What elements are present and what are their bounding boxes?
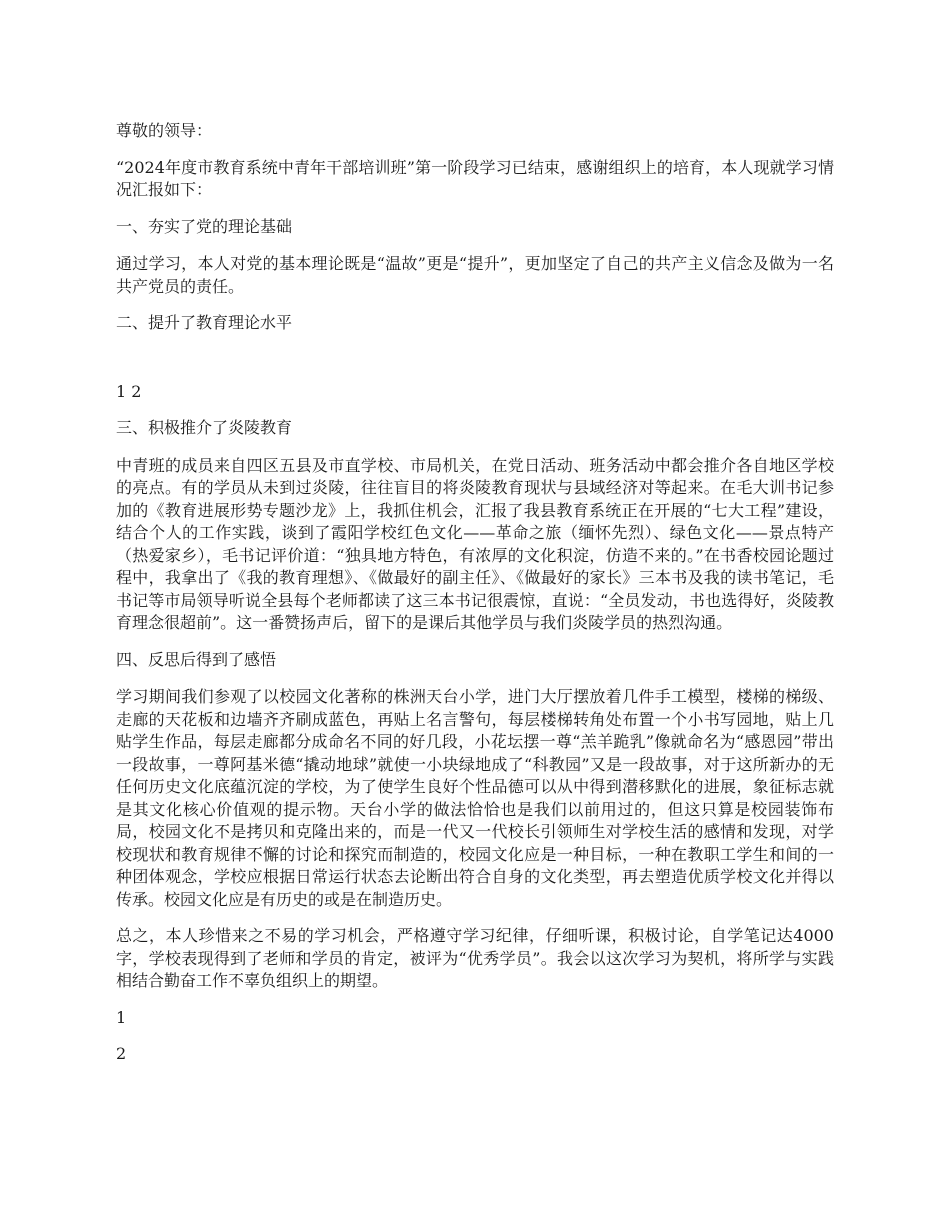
page-marker: 1 2	[116, 381, 142, 401]
section-heading-4: 四、反思后得到了感悟	[116, 649, 277, 669]
salutation: 尊敬的领导：	[116, 121, 213, 140]
intro-paragraph: “2024年度市教育系统中青年干部培训班”第一阶段学习已结束，感谢组织上的培育，本人现就学习情况汇报如下：	[116, 157, 834, 199]
section-body-1: 通过学习，本人对党的基本理论既是“温故”更是“提升”，更加坚定了自己的共产主义信念及做为一名共产党员的责任。	[116, 254, 834, 296]
section-heading-1: 一、夯实了党的理论基础	[116, 216, 293, 236]
section-body-3: 中青班的成员来自四区五县及市直学校、市局机关，在党日活动、班务活动中都会推介各自地区学校的亮点。有的学员从未到过炎陵，往往盲目的将炎陵教育现状与县域经济对等起来。在毛大训书记参加的《教育进展形势专题沙龙》上，我抓住机会，汇报了我县教育系统正在开展的“七大工程”建设，结合个人的工作实践，谈到了霞阳学校红色文化——革命之旅（缅怀先烈）、绿色文化——景点特产（热爱家乡），毛书记评价道：“独具地方特色，有浓厚的文化积淀，仿造不来的。”在书香校园论题过程中，我拿出了《我的教育理想》、《做最好的副主任》、《做最好的家长》三本书及我的读书笔记，毛书记等市局领导听说全县每个老师都读了这三本书记很震惊，直说：“全员发动，书也选得好，炎陵教育理念很超前”。这一番赞扬声后，留下的是课后其他学员与我们炎陵学员的热烈沟通。	[116, 455, 834, 632]
section-heading-2: 二、提升了教育理论水平	[116, 313, 293, 332]
conclusion-paragraph: 总之，本人珍惜来之不易的学习机会，严格遵守学习纪律，仔细听课，积极讨论，自学笔记达4000字，学校表现得到了老师和学员的肯定，被评为“优秀学员”。我会以这次学习为契机，将所学与实践相结合勤奋工作不辜负组织上的期望。	[116, 926, 834, 990]
section-heading-3: 三、积极推介了炎陵教育	[116, 418, 293, 437]
footer-number-1: 1	[116, 1007, 127, 1027]
section-body-4: 学习期间我们参观了以校园文化著称的株洲天台小学，进门大厅摆放着几件手工模型，楼梯的梯级、走廊的天花板和边墙齐齐刷成蓝色，再贴上名言警句，每层楼梯转角处布置一个小书写园地，贴上几贴学生作品，每层走廊都分成命名不同的好几段，小花坛摆一尊“羔羊跪乳”像就命名为“感恩园”带出一段故事，一尊阿基米德“撬动地球”就使一小块绿地成了“科教园”又是一段故事，对于这所新办的无任何历史文化底蕴沉淀的学校，为了使学生良好个性品德可以从中得到潜移默化的进展，象征标志就是其文化核心价值观的提示物。天台小学的做法恰恰也是我们以前用过的，但这只算是校园装饰布局，校园文化不是拷贝和克隆出来的，而是一代又一代校长引领师生对学校生活的感情和发现，对学校现状和教育规律不懈的讨论和探究而制造的，校园文化应是一种目标，一种在教职工学生和间的一种团体观念，学校应根据日常运行状态去论断出符合自身的文化类型，再去塑造优质学校文化并得以传承。校园文化应是有历史的或是在制造历史。	[116, 687, 834, 909]
document-page	[116, 120, 834, 1066]
footer-number-2: 2	[116, 1044, 127, 1063]
